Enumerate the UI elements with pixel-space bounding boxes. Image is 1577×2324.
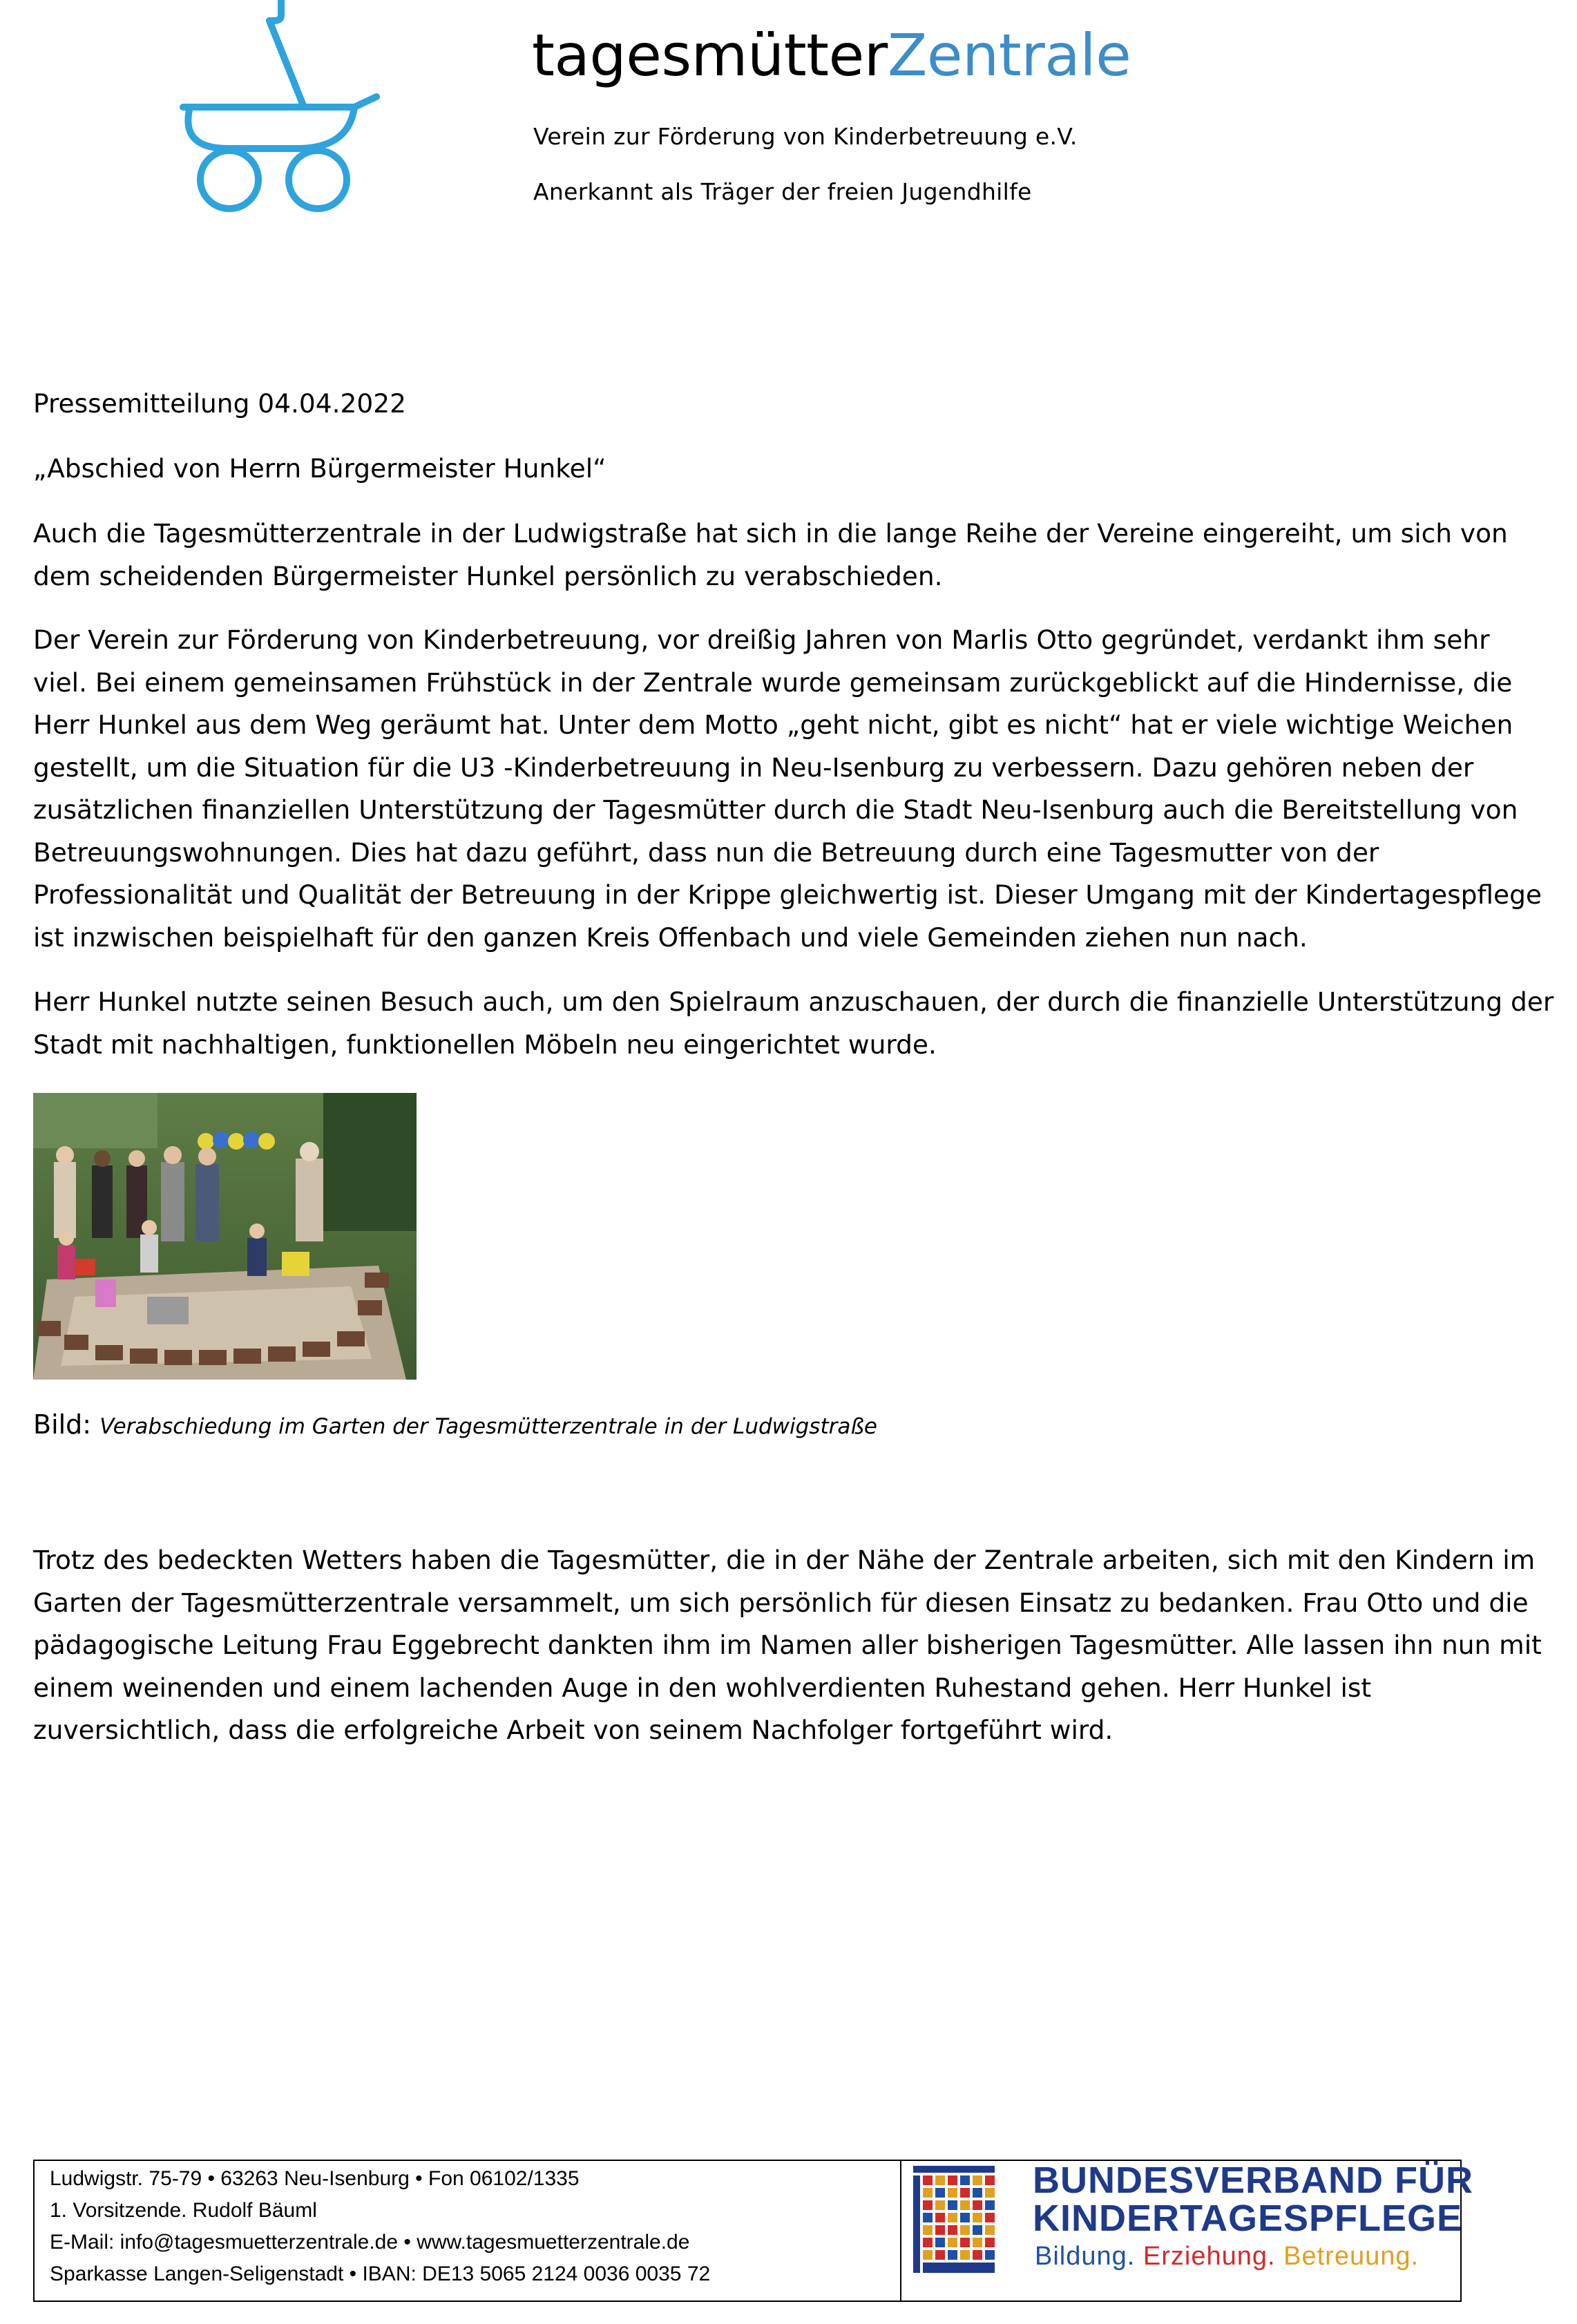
text-line: Betreuungswohnungen. Dies hat dazu geführt, dass nun die Betreuung durch eine Tagesmutter von der	[33, 837, 1379, 868]
baby-carriage-icon	[176, 0, 390, 218]
caption-text: Verabschiedung im Garten der Tagesmütterzentrale in der Ludwigstraße	[99, 1414, 877, 1439]
brand-part2: Zentrale	[887, 21, 1131, 89]
bundesverband-title-2: KINDERTAGESPFLEGE	[1033, 2198, 1463, 2239]
text-line: ist inzwischen beispielhaft für den ganzen Kreis Offenbach und viele Gemeinden ziehen nun nach.	[33, 922, 1308, 953]
text-line: Auch die Tagesmütterzentrale in der Ludwigstraße hat sich in die lange Reihe der Vereine eingereiht, um sich von	[33, 518, 1508, 549]
text-line: Der Verein zur Förderung von Kinderbetreuung, vor dreißig Jahren von Marlis Otto gegründet, verdankt ihm sehr	[33, 625, 1490, 655]
headline: „Abschied von Herrn Bürgermeister Hunkel“	[33, 453, 606, 484]
text-line: Stadt mit nachhaltigen, funktionellen Möbeln neu eingerichtet wurde.	[33, 1029, 937, 1060]
bundesverband-logo-icon	[913, 2166, 995, 2273]
brand-title	[532, 21, 1131, 90]
footer-line: 1. Vorsitzende. Rudolf Bäuml	[50, 2199, 317, 2222]
text-line: Herr Hunkel nutzte seinen Besuch auch, um den Spielraum anzuschauen, der durch die finanzielle Unterstützung der	[33, 987, 1554, 1017]
text-line: pädagogische Leitung Frau Eggebrecht dankten ihm im Namen aller bisherigen Tagesmütter. Alle lassen ihn nun mit	[33, 1630, 1542, 1660]
text-line: Professionalität und Qualität der Betreuung in der Krippe gleichwertig ist. Dieser Umgang mit der Kindertagespflege	[33, 879, 1542, 910]
footer-line: Ludwigstr. 75-79 • 63263 Neu-Isenburg • Fon 06102/1335	[50, 2167, 580, 2190]
caption-label: Bild:	[33, 1409, 100, 1440]
text-line: dem scheidenden Bürgermeister Hunkel persönlich zu verabschieden.	[33, 560, 943, 591]
paragraph-4	[33, 1539, 1553, 1752]
press-release-date: Pressemitteilung 04.04.2022	[33, 388, 406, 419]
footer-line: Sparkasse Langen-Seligenstadt • IBAN: DE13 5065 2124 0036 0035 72	[50, 2263, 711, 2285]
paragraph-3	[33, 981, 1553, 1066]
paragraph-1	[33, 513, 1553, 598]
text-line: gestellt, um die Situation für die U3 -Kinderbetreuung in Neu-Isenburg zu verbessern. Dazu gehören neben der	[33, 752, 1474, 783]
text-line: Trotz des bedeckten Wetters haben die Tagesmütter, die in der Nähe der Zentrale arbeiten, sich mit den Kindern im	[33, 1545, 1536, 1575]
footer-line: E-Mail: info@tagesmuetterzentrale.de • www.tagesmuetterzentrale.de	[50, 2231, 690, 2254]
tagline-bildung: Bildung.	[1035, 2242, 1136, 2271]
paragraph-2	[33, 619, 1553, 959]
footer-address	[50, 2163, 710, 2290]
text-line: Herr Hunkel aus dem Weg geräumt hat. Unter dem Motto „geht nicht, gibt es nicht“ hat er viele wichtige Weichen	[33, 709, 1513, 740]
text-line: viel. Bei einem gemeinsamen Frühstück in der Zentrale wurde gemeinsam zurückgeblickt auf die Hindernisse, die	[33, 667, 1513, 698]
text-line: zuversichtlich, dass die erfolgreiche Arbeit von seinem Nachfolger fortgeführt wird.	[33, 1715, 1114, 1745]
photo-caption	[33, 1409, 877, 1440]
brand-subtitle-2: Anerkannt als Träger der freien Jugendhilfe	[533, 178, 1032, 205]
footer-divider	[900, 2160, 901, 2302]
brand-subtitle: Verein zur Förderung von Kinderbetreuung e.V.	[533, 123, 1078, 150]
bundesverband-title-1: BUNDESVERBAND FÜR	[1033, 2160, 1474, 2201]
tagline-erziehung: Erziehung.	[1143, 2242, 1276, 2271]
brand-part1: tagesmütter	[532, 21, 888, 89]
text-line: zusätzlichen finanziellen Unterstützung der Tagesmütter durch die Stadt Neu-Isenburg auch die Bereitstellung von	[33, 794, 1518, 825]
text-line: einem weinenden und einem lachenden Auge in den wohlverdienten Ruhestand gehen. Herr Hunkel ist	[33, 1672, 1372, 1703]
bundesverband-tagline	[1035, 2242, 1419, 2271]
group-photo	[33, 1093, 417, 1380]
tagline-betreuung: Betreuung.	[1283, 2242, 1420, 2271]
text-line: Garten der Tagesmütterzentrale versammelt, um sich persönlich für diesen Einsatz zu bedanken. Frau Otto und die	[33, 1587, 1529, 1618]
